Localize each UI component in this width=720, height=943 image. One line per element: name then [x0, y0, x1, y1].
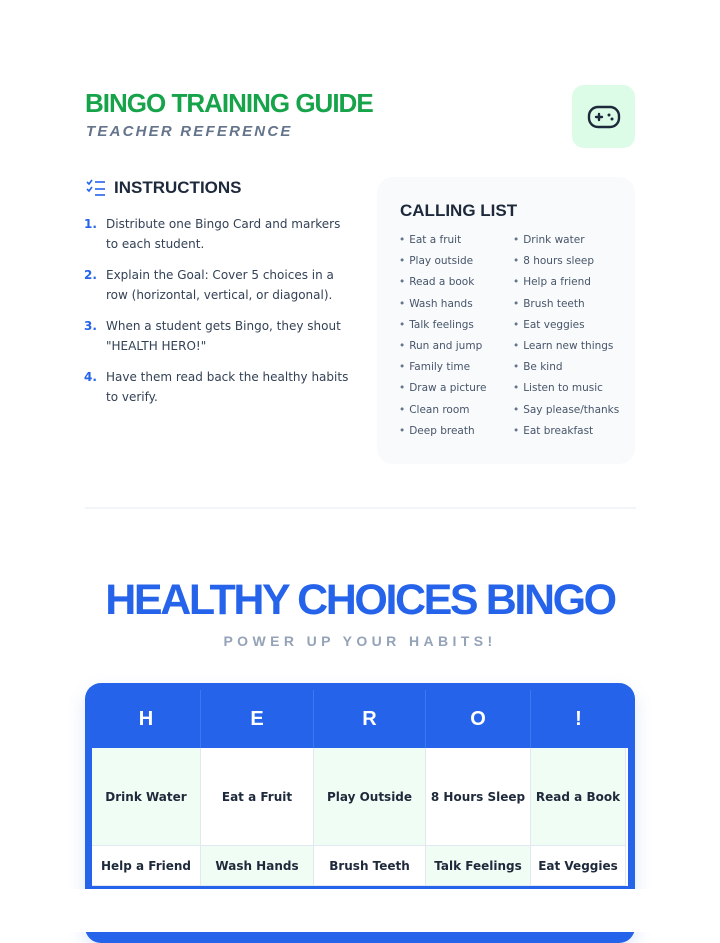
- guide-subtitle: TEACHER REFERENCE: [86, 123, 293, 140]
- bingo-cell[interactable]: Eat a Fruit: [201, 748, 314, 846]
- instruction-step: [84, 316, 354, 356]
- bingo-subtitle: POWER UP YOUR HABITS!: [223, 633, 497, 649]
- calling-list-item: • Eat a fruit: [399, 234, 513, 255]
- bingo-header-letter: O: [426, 690, 531, 748]
- gamepad-badge: [572, 85, 635, 148]
- bingo-header-letter: R: [314, 690, 426, 748]
- calling-list-card: [377, 177, 635, 464]
- calling-list-item: • Wash hands: [399, 298, 513, 319]
- step-number: 2.: [84, 268, 97, 282]
- instructions-title: INSTRUCTIONS: [114, 178, 242, 197]
- calling-list-item: • Run and jump: [399, 340, 513, 361]
- calling-list-item: • Clean room: [399, 404, 513, 425]
- bingo-title: HEALTHY CHOICES BINGO: [105, 576, 615, 624]
- calling-list-item: • Read a book: [399, 276, 513, 297]
- calling-list-item: • Eat veggies: [513, 319, 627, 340]
- bingo-cell[interactable]: 8 Hours Sleep: [426, 748, 531, 846]
- step-number: 4.: [84, 370, 97, 384]
- calling-list-item: • Deep breath: [399, 425, 513, 446]
- bingo-header-letter: E: [201, 690, 314, 748]
- calling-list-item: • Say please/thanks: [513, 404, 627, 425]
- calling-list-item: • Brush teeth: [513, 298, 627, 319]
- calling-list-item: • Listen to music: [513, 382, 627, 403]
- bingo-cell[interactable]: Read a Book: [531, 748, 626, 846]
- bingo-cell[interactable]: Talk Feelings: [426, 846, 531, 886]
- gamepad-icon: [587, 104, 621, 130]
- calling-list-item: • Draw a picture: [399, 382, 513, 403]
- section-divider: [85, 507, 636, 509]
- calling-list-item: • Play outside: [399, 255, 513, 276]
- instruction-step: [84, 265, 354, 305]
- step-text: Distribute one Bingo Card and markers to each student.: [106, 217, 341, 251]
- bingo-grid: [92, 748, 628, 886]
- calling-list-title: CALLING LIST: [400, 201, 518, 220]
- instructions-list: [84, 214, 354, 418]
- page-bottom-mask: [0, 889, 720, 932]
- instruction-step: [84, 214, 354, 254]
- calling-list-item: • Be kind: [513, 361, 627, 382]
- bingo-cell[interactable]: Eat Veggies: [531, 846, 626, 886]
- calling-list-item: • Family time: [399, 361, 513, 382]
- calling-list-item: • Eat breakfast: [513, 425, 627, 446]
- checklist-icon: [86, 179, 106, 197]
- calling-list-item: • Talk feelings: [399, 319, 513, 340]
- bingo-cell[interactable]: Help a Friend: [92, 846, 201, 886]
- step-number: 3.: [84, 319, 97, 333]
- bingo-header-letter: H: [92, 690, 201, 748]
- step-text: When a student gets Bingo, they shout "HEALTH HERO!": [106, 319, 341, 353]
- bingo-cell[interactable]: Drink Water: [92, 748, 201, 846]
- bingo-cell[interactable]: Wash Hands: [201, 846, 314, 886]
- step-text: Explain the Goal: Cover 5 choices in a row (horizontal, vertical, or diagonal).: [106, 268, 334, 302]
- calling-list-item: • Learn new things: [513, 340, 627, 361]
- bingo-header-row: [92, 690, 628, 748]
- instruction-step: [84, 367, 354, 407]
- calling-list-item: • 8 hours sleep: [513, 255, 627, 276]
- calling-list-item: • Drink water: [513, 234, 627, 255]
- bingo-header-letter: !: [575, 707, 582, 730]
- guide-title: BINGO TRAINING GUIDE: [85, 88, 373, 118]
- instructions-heading: [86, 178, 242, 198]
- bingo-cell[interactable]: Play Outside: [314, 748, 426, 846]
- calling-list-item: • Help a friend: [513, 276, 627, 297]
- calling-list: [399, 234, 629, 446]
- step-text: Have them read back the healthy habits to verify.: [106, 370, 349, 404]
- step-number: 1.: [84, 217, 97, 231]
- bingo-cell[interactable]: Brush Teeth: [314, 846, 426, 886]
